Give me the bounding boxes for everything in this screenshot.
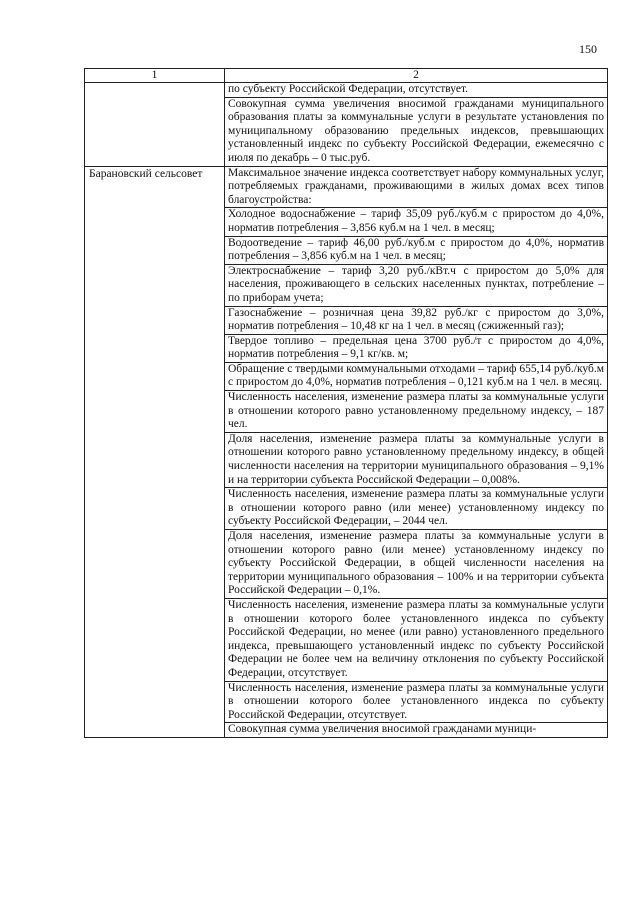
paragraph: Совокупная сумма увеличения вносимой гражданами муници- [225, 722, 607, 737]
paragraph: Твердое топливо – предельная цена 3700 руб./т с приростом до 4,0%, норматив потребления – 9,1 кг/кв. м; [225, 334, 607, 362]
document-table [84, 68, 608, 738]
page-number: 150 [579, 42, 597, 56]
column-header-1: 1 [85, 69, 225, 83]
table-row [85, 166, 608, 737]
paragraph: по субъекту Российской Федерации, отсутствует. [228, 83, 469, 95]
paragraph: Электроснабжение – тариф 3,20 руб./кВт.ч с приростом до 5,0% для населения, проживающего в сельских населенных пунктах, потребление – по приборам учета; [225, 264, 607, 306]
column-header-2: 2 [225, 69, 608, 83]
description-cell [225, 83, 608, 167]
paragraph: Численность населения, изменение размера платы за коммунальные услуги в отношении которого равно (или менее) установленному индексу по субъекту Российской Федерации, – 2044 чел. [225, 487, 607, 529]
table-header-row [85, 69, 608, 83]
paragraph: Доля населения, изменение размера платы за коммунальные услуги в отношении которого равно (или менее) установленному индексу по субъекту Российской Федерации, в общей численности населения на территории муниципального образования – 100% и на территории субъекта Российской Федерации – 0,1%. [225, 529, 607, 598]
paragraph: Водоотведение – тариф 46,00 руб./куб.м с приростом до 4,0%, норматив потребления – 3,856 куб.м на 1 чел. в месяц; [225, 236, 607, 264]
paragraph: Совокупная сумма увеличения вносимой гражданами муниципального образования платы за коммунальные услуги в результате установления по муниципальному образованию предельных индексов, превышающих установленный индекс по субъекту Российской Федерации, ежемесячно с июля по декабрь – 0 тыс.руб. [225, 97, 607, 166]
paragraph: Численность населения, изменение размера платы за коммунальные услуги в отношении которого равно установленному предельному индексу, – 187 чел. [225, 390, 607, 432]
paragraph: Численность населения, изменение размера платы за коммунальные услуги в отношении которого более установленного индекса по субъекту Российской Федерации, но менее (или равно) установленного предельного индекса, превышающего установленный индекс по субъекту Российской Федерации не более чем на величину отклонения по субъекту Российской Федерации, отсутствует. [225, 598, 607, 681]
description-cell [225, 166, 608, 737]
paragraph: Максимальное значение индекса соответствует набору коммунальных услуг, потребляемых гражданами, проживающими в жилых домах всех типов благоустройства: [228, 166, 604, 206]
paragraph: Холодное водоснабжение – тариф 35,09 руб./куб.м с приростом до 4,0%, норматив потребления – 3,856 куб.м на 1 чел. в месяц; [225, 207, 607, 235]
paragraph: Численность населения, изменение размера платы за коммунальные услуги в отношении которого более установленного индекса по субъекту Российской Федерации, отсутствует. [225, 681, 607, 723]
paragraph: Газоснабжение – розничная цена 39,82 руб./кг с приростом до 3,0%, норматив потребления – 10,48 кг на 1 чел. в месяц (сжиженный газ); [225, 306, 607, 334]
municipality-cell: Барановский сельсовет [85, 166, 225, 737]
paragraph: Доля населения, изменение размера платы за коммунальные услуги в отношении которого равно установленному предельному индексу, в общей численности населения на территории муниципального образования – 9,1% и на территории субъекта Российской Федерации – 0,008%. [225, 432, 607, 487]
paragraph: Обращение с твердыми коммунальными отходами – тариф 655,14 руб./куб.м с приростом до 4,0%, норматив потребления – 0,121 куб.м на 1 чел. в месяц. [225, 362, 607, 390]
table-row [85, 83, 608, 167]
municipality-cell [85, 83, 225, 167]
